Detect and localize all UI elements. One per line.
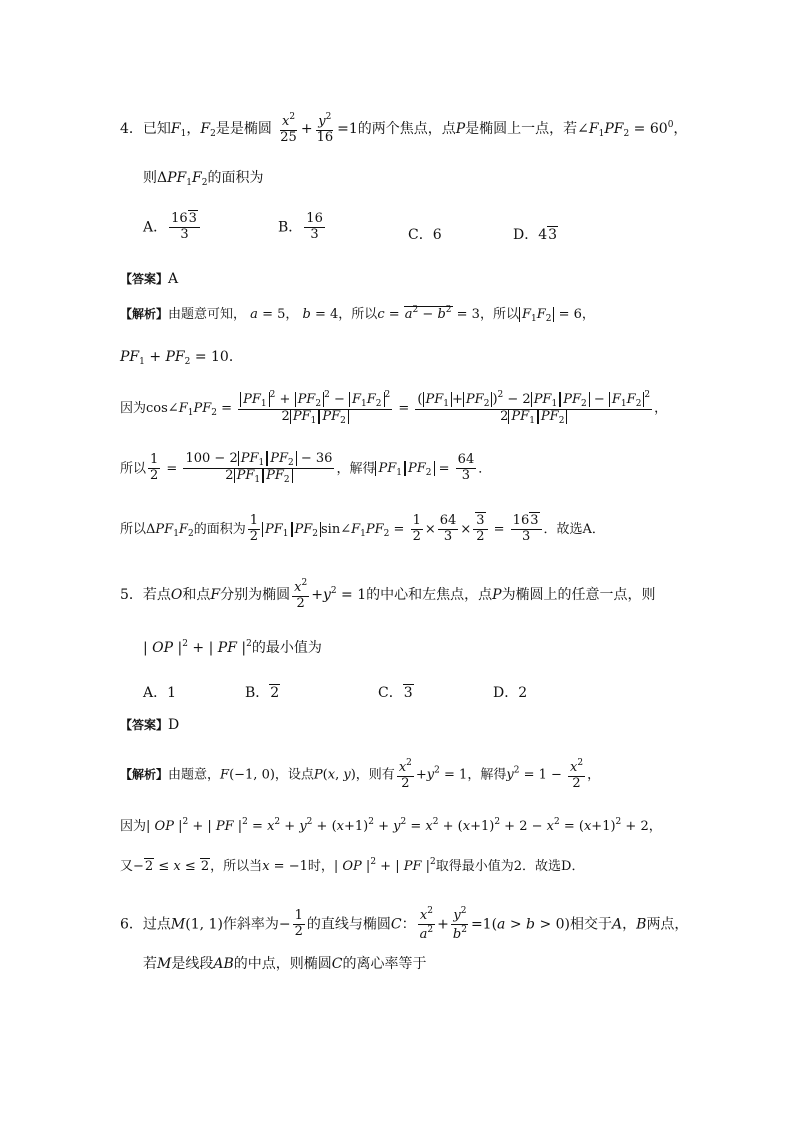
q4-stem-line1: 4．已知$F_1$，$F_2$是是椭圆 $\frac{x^2}{25}$ + $\frac{y^2}{16}$ =1的两个焦点，点P是椭圆上一点，若$\angle F_1PF_2 = 60^0$， bbox=[120, 112, 688, 145]
q4-analysis-line2: $PF_1 + PF_2 = 10$． bbox=[120, 349, 243, 367]
q5-option-c: C．3 bbox=[378, 685, 413, 701]
q5-stem-line2: | OP $|^2$ + | PF $|^2$的最小值为 bbox=[143, 639, 322, 656]
q4-analysis-line3: 因为$\cos\angle F_1PF_2$ = $\frac{PF_1^2 + PF_2^2 - F_1F_2^2}{2 PF_1 PF_2}$ = $\frac{( PF_1 + PF_2 )^2 - 2 PF_1 PF_2 - F_1F_2^2}{2 PF_1 PF_2}$ ， bbox=[120, 390, 668, 427]
q5-stem-line1: 5．若点O和点F分别为椭圆 $\frac{x^2}{2}$ $+y^2 = 1$的中心和左焦点，点P为椭圆上的任意一点，则 bbox=[120, 578, 656, 611]
q5-answer: 【答案】D bbox=[120, 717, 180, 733]
q5-analysis-line3: 又−2 ≤ x ≤ 2，所以当x = −1时，| OP $|^2$ + | PF $|^2$取得最小值为2．故选D． bbox=[120, 857, 585, 874]
q6-stem-line1: 6．过点M(1, 1)作斜率为− $\frac{1}{2}$ 的直线与椭圆C： $\frac{x^2}{a^2}$ + $\frac{y^2}{b^2}$ =1(a > b > 0)相交于A，B两点， bbox=[120, 906, 689, 942]
q5-option-a: A．1 bbox=[143, 685, 177, 701]
q4-option-c: C．6 bbox=[408, 227, 442, 243]
q4-option-d: D．43 bbox=[513, 227, 558, 243]
q5-option-b: B．2 bbox=[245, 685, 280, 701]
q4-stem-line2: 则$\Delta PF_1F_2$的面积为 bbox=[143, 170, 264, 188]
q5-analysis-line1: 【解析】由题意，F(−1, 0)，设点P(x, y)，则有 $\frac{x^2}{2}$ $+y^2 = 1$，解得$y^2 = 1$ − $\frac{x^2}{2}$ ， bbox=[120, 758, 601, 791]
q4-option-a: A． $\frac{163}{3}$ bbox=[143, 212, 202, 243]
q4-analysis-line1: 【解析】由题意可知， a = 5， b = 4，所以$c = a^2 - b^2 = 3$，所以 $F_1F_2 = 6$， bbox=[120, 305, 595, 324]
q4-analysis-line5: 所以$\Delta PF_1F_2$的面积为 $\frac{1}{2}$ $PF_1$ $PF_2$ $\sin\angle F_1PF_2$ = $\frac{1}{2}$ × $\frac{64}{3}$ × $\frac{3}{2}$ = $\frac{163}{3}$ ．故选A． bbox=[120, 513, 605, 544]
q4-answer: 【答案】A bbox=[120, 271, 179, 287]
q4-analysis-line4: 所以 $\frac{1}{2}$ = $\frac{100 - 2 PF_1 PF_2 - 36}{2 PF_1 PF_2}$ ，解得 $PF_1$ $PF_2$ = $\frac{64}{3}$ ． bbox=[120, 451, 492, 486]
q6-stem-line2: 若M是线段AB的中点，则椭圆C的离心率等于 bbox=[143, 956, 427, 972]
q4-option-b: B． $\frac{16}{3}$ bbox=[278, 211, 323, 242]
q5-analysis-line2: 因为| OP $|^2$ + | PF $|^2 = x^2 + y^2 + (x+1)^2 + y^2 = x^2 + (x+1)^2 + 2 - x^2 = (x+1)^2 + 2$， bbox=[120, 817, 662, 834]
q5-option-d: D．2 bbox=[493, 685, 528, 701]
